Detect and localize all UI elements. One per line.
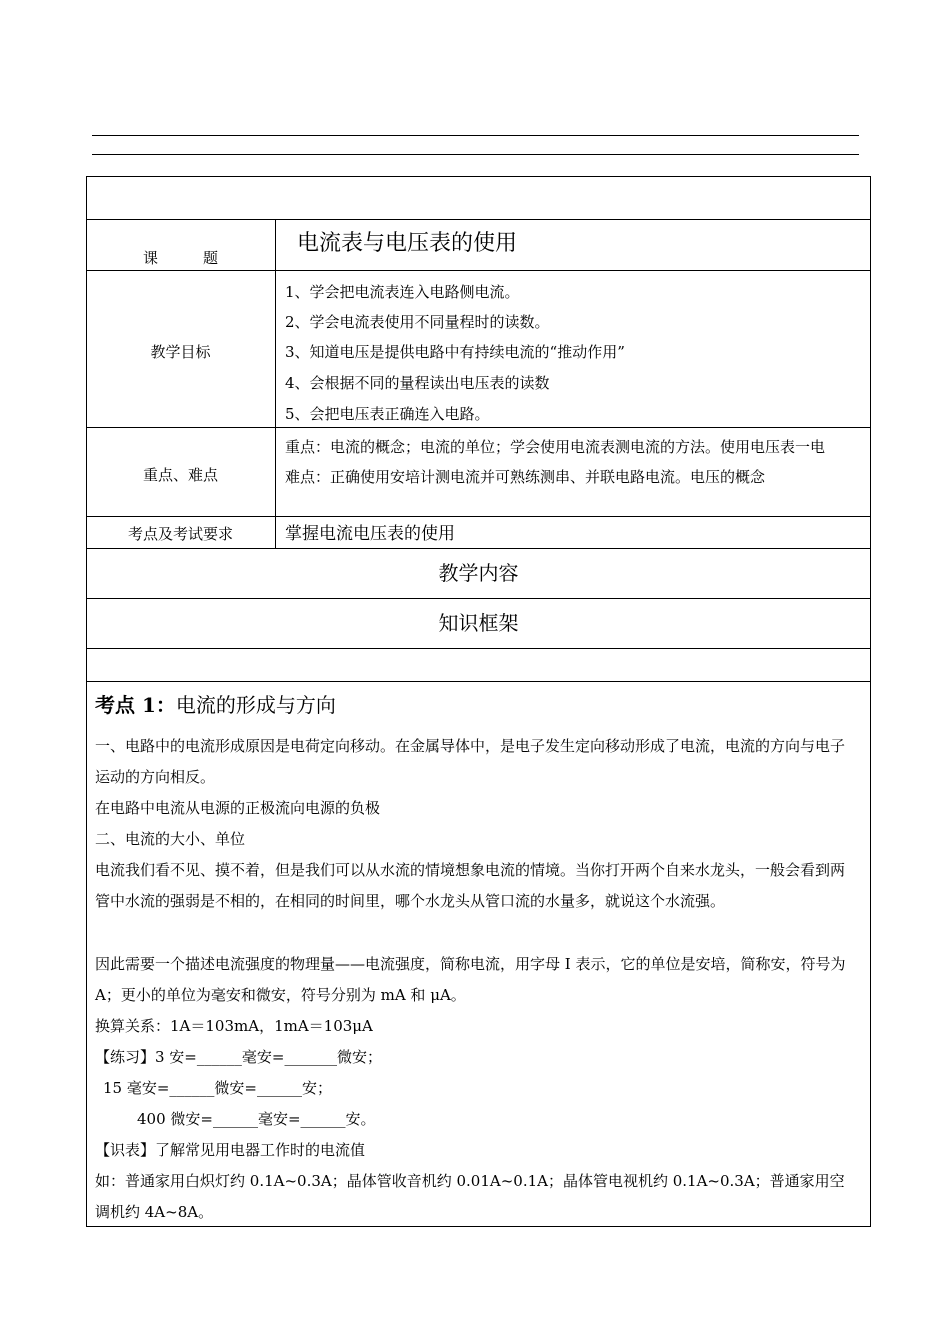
- knowledge-framework-heading: 知识框架: [438, 611, 519, 635]
- paragraph: 【识表】了解常见用电器工作时的电流值: [95, 1141, 366, 1159]
- table-row-divider: [86, 648, 871, 649]
- objective-item: 4、会根据不同的量程读出电压表的读数: [285, 374, 550, 392]
- table-row-divider: [86, 270, 871, 271]
- objective-item: 3、知道电压是提供电路中有持续电流的“推动作用”: [285, 343, 625, 361]
- practice-line: 【练习】3 安=______毫安=_______微安；: [95, 1048, 382, 1066]
- kaodian-heading-text: 电流的形成与方向: [175, 693, 336, 717]
- paragraph: 在电路中电流从电源的正极流向电源的负极: [95, 799, 381, 817]
- topic-label: 课 题: [142, 249, 218, 267]
- paragraph: 换算关系：1A＝103mA，1mA＝103μA: [95, 1017, 373, 1035]
- practice-line: 400 微安=______毫安=______安。: [137, 1110, 376, 1128]
- objective-item: 2、学会电流表使用不同量程时的读数。: [285, 313, 550, 331]
- objective-item: 5、会把电压表正确连入电路。: [285, 405, 490, 423]
- practice-line: 15 毫安=______微安=______安；: [103, 1079, 332, 1097]
- exam-label: 考点及考试要求: [127, 525, 233, 543]
- exam-value: 掌握电流电压表的使用: [285, 524, 455, 544]
- table-row-divider: [86, 681, 871, 682]
- paragraph: 二、电流的大小、单位: [95, 830, 246, 848]
- key-difficulty-text: 难点：正确使用安培计测电流并可熟练测串、并联电路电流。电压的概念: [285, 468, 766, 486]
- table-row-divider: [86, 516, 871, 517]
- header-rule-bottom: [92, 154, 859, 155]
- objectives-label: 教学目标: [150, 343, 211, 361]
- paragraph: 电流我们看不见、摸不着，但是我们可以从水流的情境想象电流的情境。当你打开两个自来水龙头，一般会看到两管中水流的强弱是不相的，在相同的时间里，哪个水龙头从管口流的水量多，就说这个水流强。: [95, 861, 846, 910]
- kaodian-heading: [95, 689, 336, 718]
- paragraph: 一、电路中的电流形成原因是电荷定向移动。在金属导体中，是电子发生定向移动形成了电流，电流的方向与电子运动的方向相反。: [95, 737, 846, 786]
- kaodian-heading-prefix: 考点 1：: [95, 693, 176, 717]
- table-row-divider: [86, 219, 871, 220]
- key-focus-text: 重点：电流的概念；电流的单位；学会使用电流表测电流的方法。使用电压表一电: [285, 438, 826, 456]
- table-row-divider: [86, 427, 871, 428]
- paragraph: 因此需要一个描述电流强度的物理量——电流强度，简称电流，用字母 I 表示，它的单位是安培，简称安，符号为 A；更小的单位为毫安和微安，符号分别为 mA 和 μA。: [95, 955, 846, 1004]
- topic-title: 电流表与电压表的使用: [297, 231, 518, 256]
- paragraph: 如：普通家用白炽灯约 0.1A~0.3A；晶体管收音机约 0.01A~0.1A；晶体管电视机约 0.1A~0.3A；普通家用空调机约 4A~8A。: [95, 1172, 845, 1221]
- objective-item: 1、学会把电流表连入电路侧电流。: [285, 283, 520, 301]
- teaching-content-heading: 教学内容: [438, 561, 519, 585]
- header-rule-top: [92, 135, 859, 136]
- table-row-divider: [86, 548, 871, 549]
- table-row-divider: [86, 598, 871, 599]
- table-column-divider: [275, 219, 276, 548]
- key-points-label: 重点、难点: [142, 466, 218, 484]
